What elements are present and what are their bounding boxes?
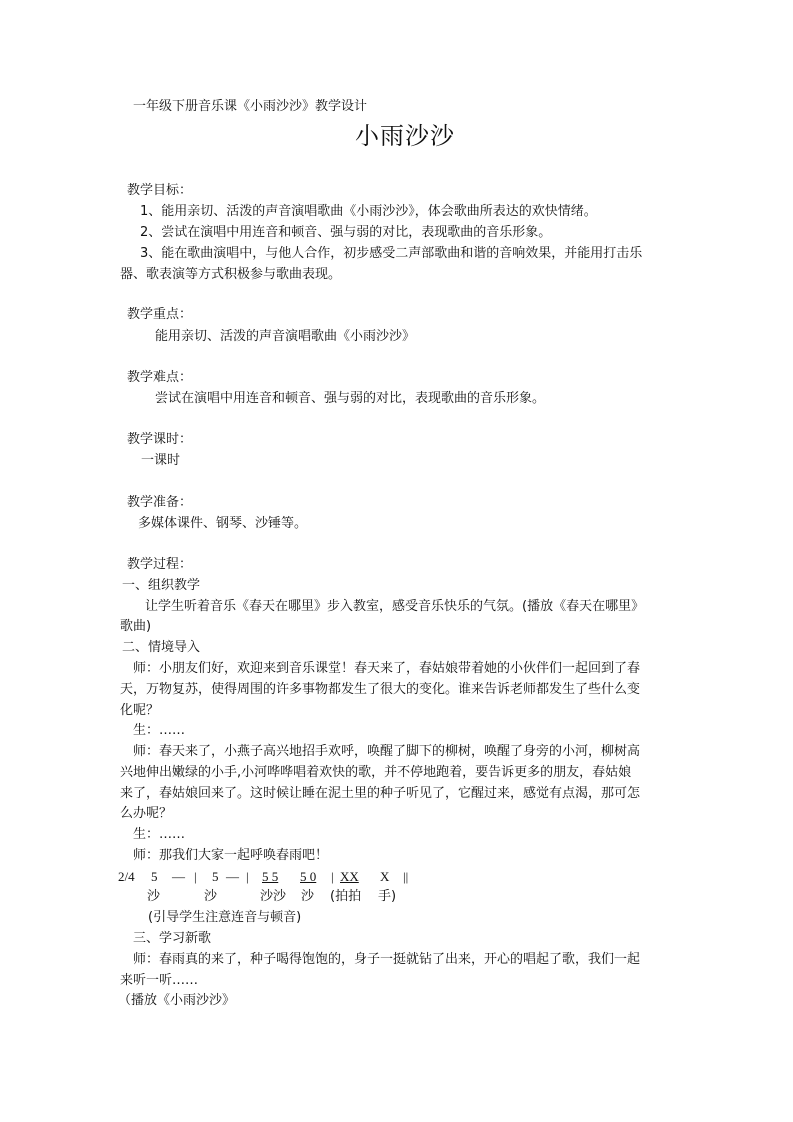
hours-heading: 教学课时： (127, 432, 193, 447)
objective-item-3-line-1: 3、能在歌曲演唱中，与他人合作，初步感受二声部歌曲和谐的音响效果，并能用打击乐 (140, 246, 643, 261)
notation-note-pair: 5 0 (300, 869, 317, 884)
document-title: 小雨沙沙 (355, 122, 455, 150)
section-1-title: 一、组织教学 (122, 578, 201, 593)
teacher-2-line-2: 兴地伸出嫩绿的小手,小河哗哗唱着欢快的歌，并不停地跑着，要告诉更多的朋友，春姑娘 (120, 765, 632, 780)
notation-lyric: (拍拍 (330, 889, 362, 904)
preparation-heading: 教学准备： (127, 495, 193, 510)
notation-note: 5 (212, 869, 219, 884)
play-song-note: （播放《小雨沙沙》 (118, 993, 236, 1008)
key-points-heading: 教学重点： (127, 307, 193, 322)
teacher-1-line-3: 化呢？ (120, 703, 160, 718)
section-1-line-1: 让学生听着音乐《春天在哪里》步入教室，感受音乐快乐的气氛。(播放《春天在哪里》 (145, 599, 645, 614)
teacher-4-line-1: 师：春雨真的来了，种子喝得饱饱的，身子一挺就钻了出来，开心的唱起了歌，我们一起 (133, 952, 641, 967)
difficulties-heading: 教学难点： (127, 370, 193, 385)
section-3-title: 三、学习新歌 (133, 931, 212, 946)
objective-item-3-line-2: 器、歌表演等方式积极参与歌曲表现。 (120, 267, 342, 282)
notation-lyric: 沙 (204, 889, 218, 904)
teacher-3: 师：那我们大家一起呼唤春雨吧！ (133, 848, 329, 863)
difficulties-text: 尝试在演唱中用连音和顿音、强与弱的对比，表现歌曲的音乐形象。 (155, 391, 546, 406)
teacher-2-line-4: 么办呢？ (120, 806, 173, 821)
notation-rhythm: XX (340, 869, 359, 884)
objectives-heading: 教学目标： (127, 183, 193, 198)
notation-lyric: 手) (378, 889, 397, 904)
objective-item-1: 1、能用亲切、活泼的声音演唱歌曲《小雨沙沙》，体会歌曲所表达的欢快情绪。 (140, 204, 597, 219)
teacher-1-line-1: 师：小朋友们好，欢迎来到音乐课堂！春天来了，春姑娘带着她的小伙伴们一起回到了春 (133, 661, 641, 676)
student-2: 生：…… (133, 827, 186, 842)
notation-note: 5 (151, 869, 158, 884)
notation-note-pair: 5 5 (262, 869, 279, 884)
notation-rhythm: X (380, 869, 390, 884)
teacher-4-line-2: 来听一听…… (120, 973, 199, 988)
section-2-title: 二、情境导入 (122, 640, 201, 655)
notation-barline: | (194, 869, 197, 884)
key-points-text: 能用亲切、活泼的声音演唱歌曲《小雨沙沙》 (155, 329, 416, 344)
notation-barline: | (331, 869, 334, 884)
section-1-line-2: 歌曲) (120, 619, 152, 634)
document-subtitle: 一年级下册音乐课《小雨沙沙》教学设计 (133, 99, 368, 114)
teacher-1-line-2: 天，万物复苏，使得周围的许多事物都发生了很大的变化。谁来告诉老师都发生了些什么变 (120, 682, 641, 697)
notation-lyric: 沙沙 (260, 889, 287, 904)
objective-item-2: 2、尝试在演唱中用连音和顿音、强与弱的对比，表现歌曲的音乐形象。 (140, 225, 552, 240)
notation-dash: — (172, 869, 185, 884)
student-1: 生：…… (133, 723, 186, 738)
notation-lyric: 沙 (147, 889, 161, 904)
teacher-2-line-1: 师：春天来了，小燕子高兴地招手欢呼，唤醒了脚下的柳树，唤醒了身旁的小河，柳树高 (133, 744, 641, 759)
hours-text: 一课时 (141, 453, 181, 468)
preparation-text: 多媒体课件、钢琴、沙锤等。 (138, 516, 308, 531)
teacher-2-line-3: 来了，春姑娘回来了。这时候让睡在泥土里的种子听见了，它醒过来，感觉有点渴，那可怎 (120, 786, 641, 801)
notation-dash: — (226, 869, 239, 884)
notation-barline: | (246, 869, 249, 884)
notation-end-barline: || (403, 869, 409, 884)
process-heading: 教学过程： (127, 557, 193, 572)
guide-note: (引导学生注意连音与顿音) (148, 910, 302, 925)
notation-meter: 2/4 (118, 869, 135, 884)
notation-lyric: 沙 (301, 889, 315, 904)
